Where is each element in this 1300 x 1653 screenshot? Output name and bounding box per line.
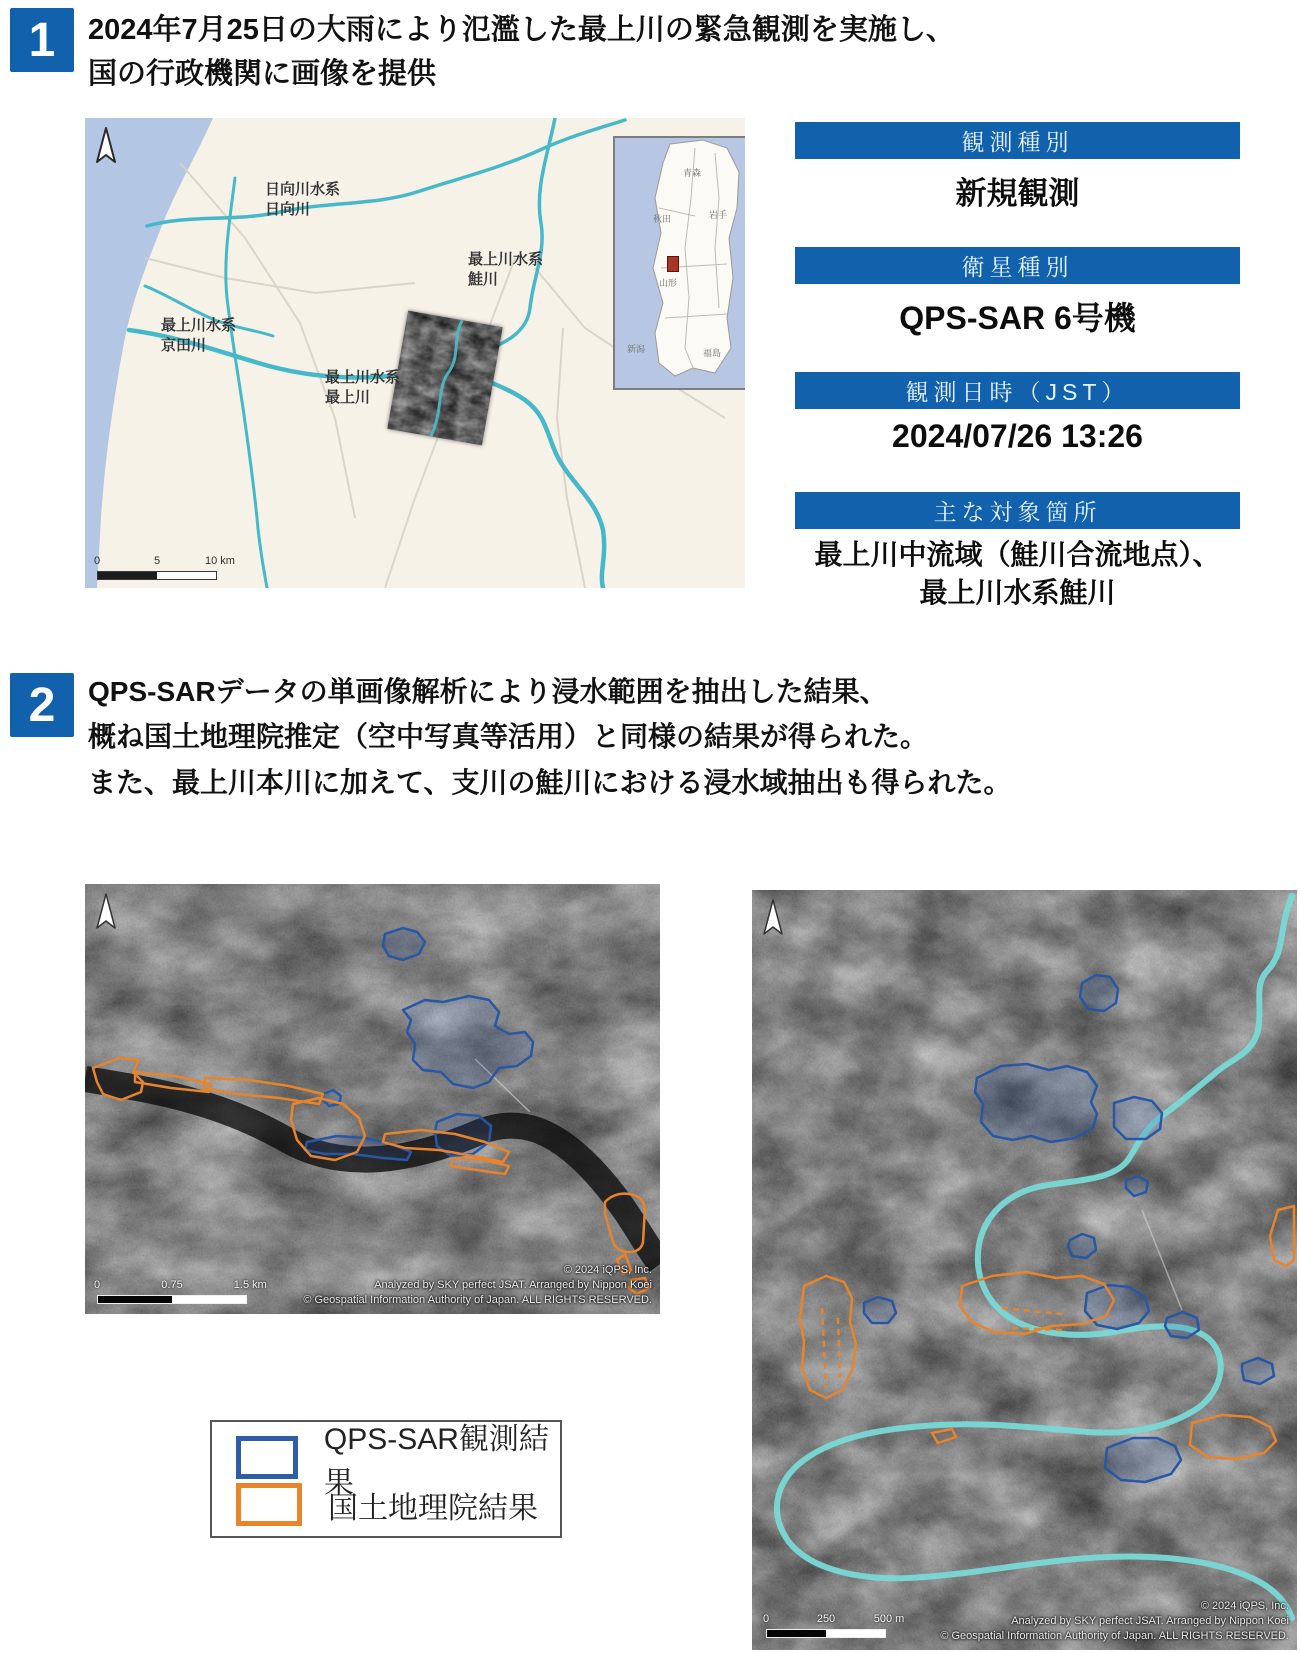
info-header-observation-datetime: 観測日時（JST） (795, 372, 1240, 409)
info-header-observation-type: 観測種別 (795, 122, 1240, 159)
info-value-target-area: 最上川中流域（鮭川合流地点）、 最上川水系鮭川 (814, 539, 1221, 608)
north-arrow-icon (760, 898, 786, 938)
legend-item-qps (236, 1422, 560, 1500)
sar-right-scalebar: 0 250 500 m (766, 1613, 886, 1638)
river-label-sakegawa: 最上川水系 鮭川 (468, 251, 544, 288)
section-1-heading (88, 9, 955, 96)
info-header-satellite-type: 衛星種別 (795, 247, 1240, 284)
sar-left-scalebar: 0 0.75 1.5 km (97, 1279, 247, 1304)
inset-label-aomori: 青森 (683, 168, 702, 178)
section-1-heading-line2: 国の行政機関に画像を提供 (88, 57, 437, 90)
qps-result-swatch (236, 1436, 298, 1479)
sar-footprint-texture (387, 311, 502, 446)
river-label-kyodagawa: 最上川水系 京田川 (161, 317, 237, 354)
info-value-observation-datetime: 2024/07/26 13:26 (892, 418, 1143, 454)
info-value-satellite-type: QPS-SAR 6号機 (899, 300, 1136, 336)
north-arrow-icon (93, 892, 119, 932)
section-2-heading-line1: QPS-SARデータの単画像解析により浸水範囲を抽出した結果、 (88, 676, 888, 707)
map-scalebar: 0 5 10 km (97, 555, 217, 580)
sar-left-credits: © 2024 iQPS, Inc. Analyzed by SKY perfect JSAT. Arranged by Nippon Koei © Geospatial Information Authority of Japan. ALL RIGHTS RESERVED. (303, 1264, 652, 1307)
legend-item-gsi (236, 1481, 560, 1528)
inset-locator-map (613, 136, 745, 390)
info-value-observation-type: 新規観測 (955, 176, 1080, 211)
info-header-target-area: 主な対象箇所 (795, 492, 1240, 529)
inset-label-iwate: 岩手 (709, 210, 728, 220)
inset-label-niigata: 新潟 (627, 344, 646, 354)
overview-map (85, 118, 745, 588)
qps-result-label: QPS-SAR観測結果 (323, 1422, 549, 1500)
river-label-hyuga: 日向川水系 日向川 (265, 181, 341, 218)
river-label-mogami: 最上川水系 最上川 (325, 369, 401, 406)
sar-right-graphic (752, 890, 1297, 1650)
sar-image-sakegawa-tributary (752, 890, 1297, 1650)
inset-label-akita: 秋田 (653, 214, 672, 224)
section-1-heading-line1: 2024年7月25日の大雨により氾濫した最上川の緊急観測を実施し、 (88, 14, 955, 46)
north-arrow-icon (93, 126, 119, 166)
section-1-badge: 1 (10, 8, 74, 72)
section-2-badge: 2 (10, 673, 74, 737)
section-2-heading (88, 669, 1011, 805)
sar-footprint (387, 311, 502, 446)
gsi-result-swatch (236, 1483, 302, 1526)
section-2-heading-line2: 概ね国土地理院推定（空中写真等活用）と同様の結果が得られた。 (88, 721, 929, 753)
inset-label-fukushima: 福島 (703, 348, 722, 358)
sar-left-graphic (85, 884, 660, 1314)
sar-image-mogami-mainstream (85, 884, 660, 1314)
section-2-heading-line3: また、最上川本川に加えて、支川の鮭川における浸水域抽出も得られた。 (88, 766, 1012, 798)
inset-label-yamagata: 山形 (659, 278, 678, 288)
gsi-result-label: 国土地理院結果 (328, 1491, 538, 1525)
observation-area-marker (667, 256, 679, 272)
flood-extent-legend (210, 1420, 562, 1538)
sar-right-credits: © 2024 iQPS, Inc. Analyzed by SKY perfect JSAT. Arranged by Nippon Koei © Geospatial Information Authority of Japan. ALL RIGHTS RESERVED. (940, 1600, 1289, 1643)
